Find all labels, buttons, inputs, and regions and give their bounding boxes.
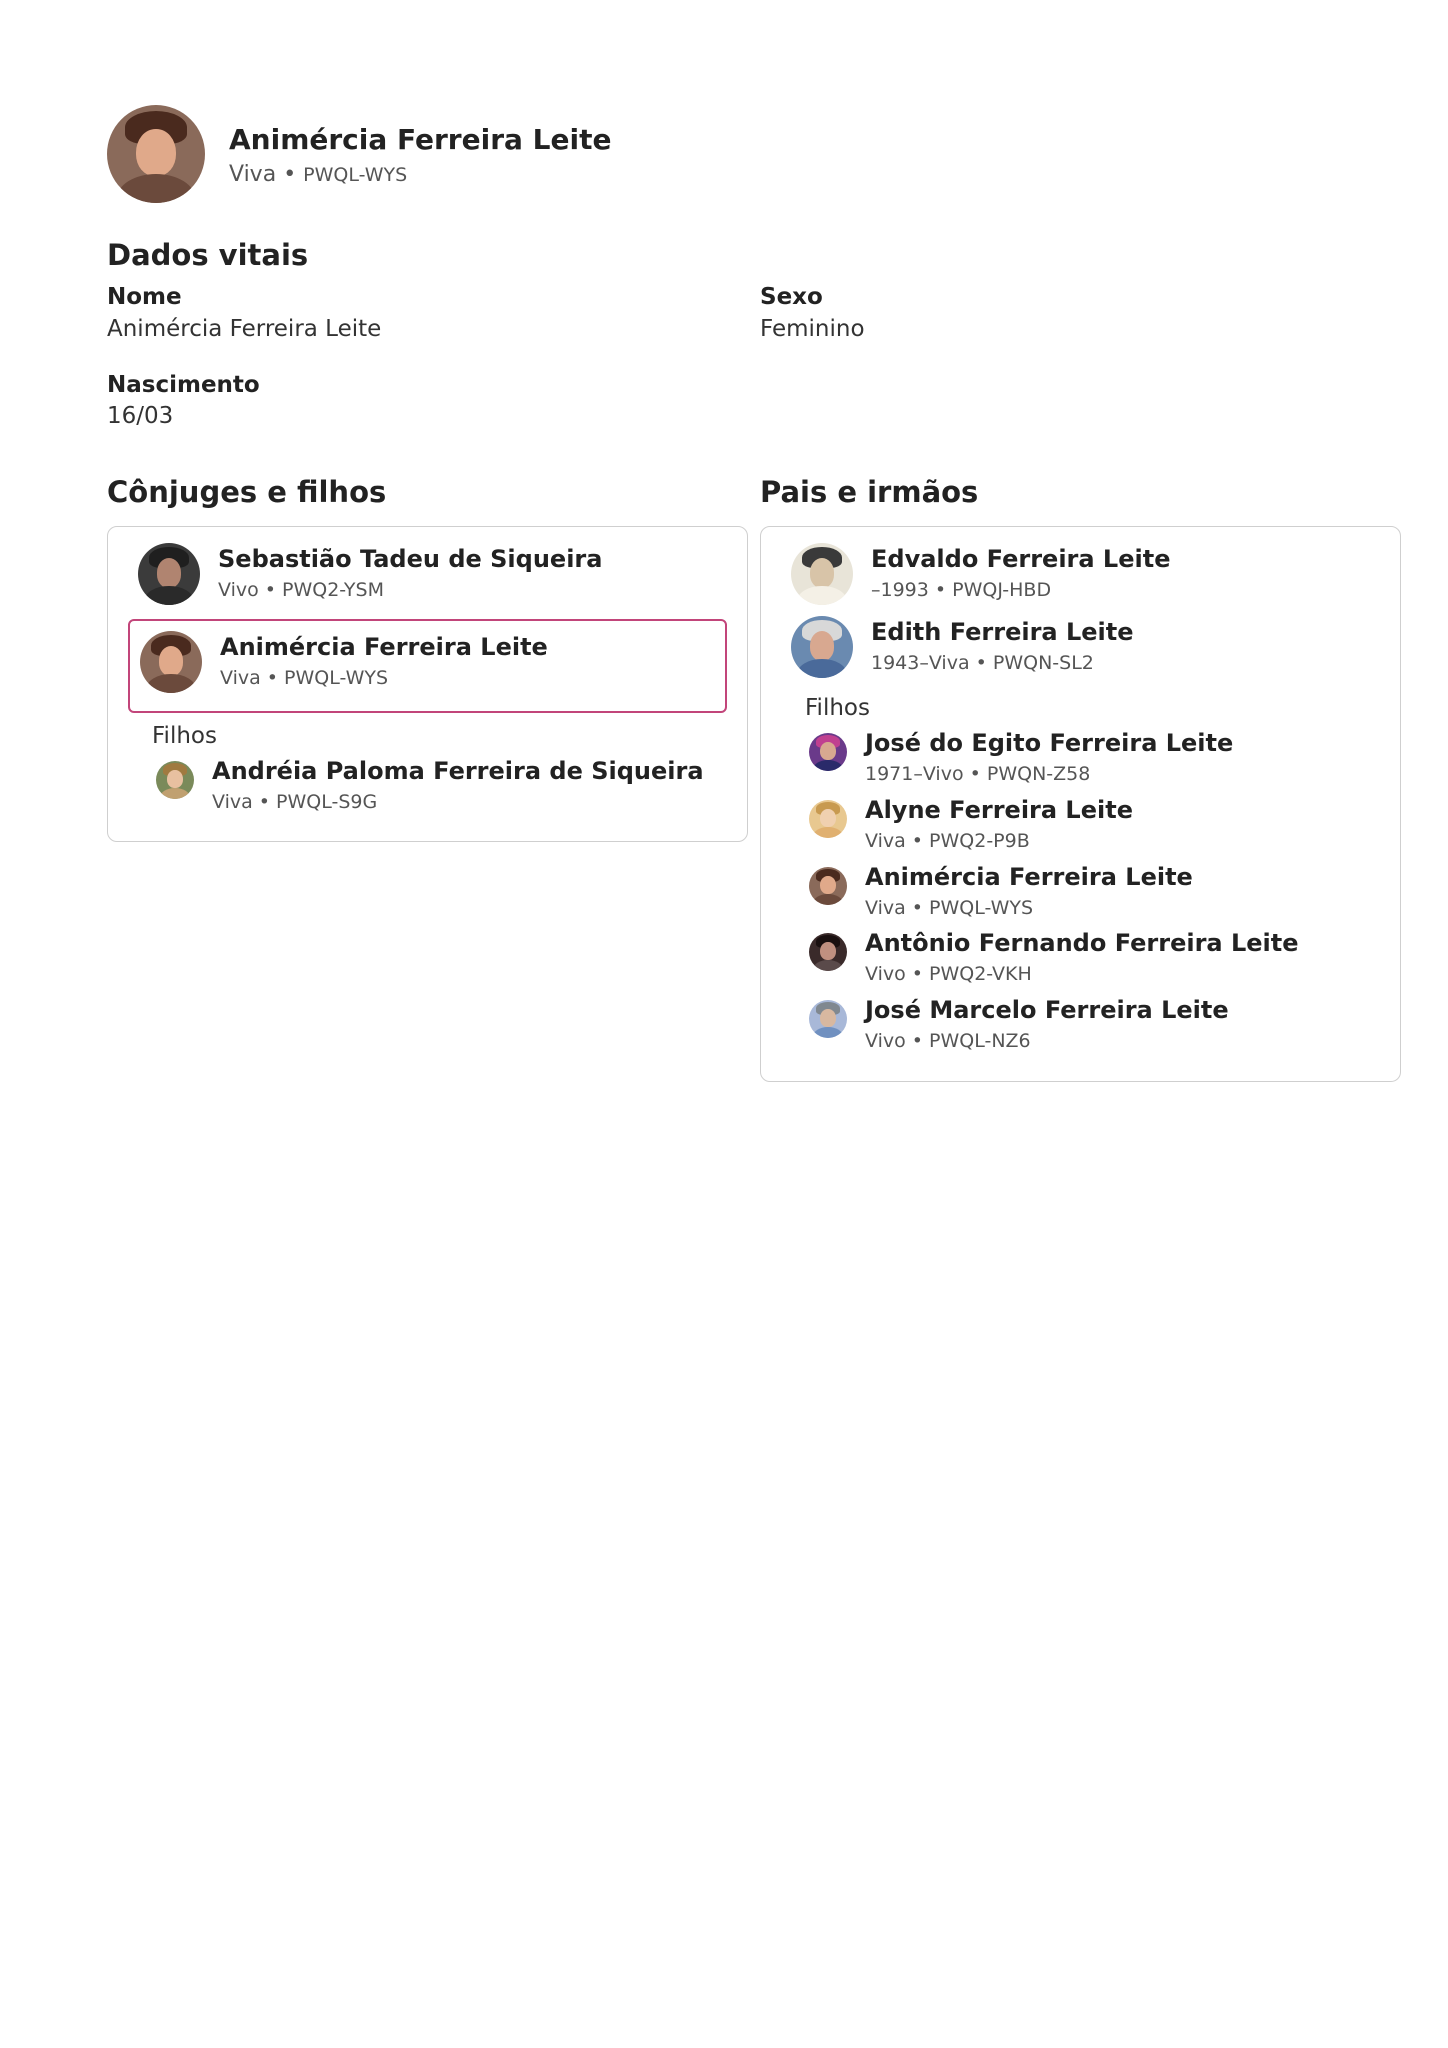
spouse-entry[interactable] bbox=[138, 543, 602, 605]
birth-value: 16/03 bbox=[107, 403, 174, 429]
person-photo-icon bbox=[791, 616, 853, 678]
children-label: Filhos bbox=[152, 723, 217, 749]
person-meta: Viva • PWQ2-P9B bbox=[865, 830, 1030, 852]
person-photo-icon bbox=[791, 543, 853, 605]
sibling-entry[interactable] bbox=[809, 861, 1193, 919]
child-entry[interactable] bbox=[156, 755, 704, 813]
person-meta: 1943–Viva • PWQN-SL2 bbox=[871, 652, 1094, 674]
person-photo-icon bbox=[809, 1000, 847, 1038]
person-name: Antônio Fernando Ferreira Leite bbox=[865, 929, 1299, 957]
person-photo-icon bbox=[140, 631, 202, 693]
person-meta: Viva • PWQL-WYS bbox=[220, 667, 389, 689]
person-name: Sebastião Tadeu de Siqueira bbox=[218, 545, 603, 573]
person-photo-icon bbox=[156, 761, 194, 799]
status-text: Viva bbox=[229, 161, 277, 187]
person-name: Alyne Ferreira Leite bbox=[865, 796, 1133, 824]
person-photo-icon bbox=[809, 800, 847, 838]
father-entry[interactable] bbox=[791, 543, 1170, 605]
person-name: Edvaldo Ferreira Leite bbox=[871, 545, 1171, 573]
person-name: José do Egito Ferreira Leite bbox=[865, 729, 1234, 757]
person-name: Edith Ferreira Leite bbox=[871, 618, 1134, 646]
person-name: José Marcelo Ferreira Leite bbox=[865, 996, 1229, 1024]
person-photo-icon bbox=[809, 867, 847, 905]
person-meta: Vivo • PWQ2-VKH bbox=[865, 963, 1032, 985]
person-id: PWQL-WYS bbox=[303, 163, 408, 186]
vitals-title: Dados vitais bbox=[107, 238, 309, 272]
sibling-entry[interactable] bbox=[809, 994, 1229, 1052]
person-status bbox=[229, 162, 611, 187]
person-header bbox=[107, 105, 611, 203]
name-value: Animércia Ferreira Leite bbox=[107, 316, 382, 342]
person-meta: –1993 • PWQJ-HBD bbox=[871, 579, 1052, 601]
person-meta: Viva • PWQL-WYS bbox=[865, 897, 1034, 919]
parents-title: Pais e irmãos bbox=[760, 475, 979, 509]
person-photo-icon bbox=[809, 933, 847, 971]
spouses-card bbox=[107, 526, 748, 842]
person-photo-icon bbox=[138, 543, 200, 605]
page-title: Animércia Ferreira Leite bbox=[229, 122, 612, 156]
self-entry[interactable] bbox=[140, 631, 548, 693]
person-photo-icon bbox=[107, 105, 205, 203]
spouses-title: Cônjuges e filhos bbox=[107, 475, 387, 509]
parents-card bbox=[760, 526, 1401, 1082]
name-label: Nome bbox=[107, 284, 182, 310]
person-name: Animércia Ferreira Leite bbox=[220, 633, 548, 661]
person-meta: Vivo • PWQ2-YSM bbox=[218, 579, 384, 601]
sex-label: Sexo bbox=[760, 284, 823, 310]
children-label: Filhos bbox=[805, 695, 870, 721]
sibling-entry[interactable] bbox=[809, 727, 1233, 785]
person-photo-icon bbox=[809, 733, 847, 771]
person-meta: Viva • PWQL-S9G bbox=[212, 791, 378, 813]
person-meta: Vivo • PWQL-NZ6 bbox=[865, 1030, 1031, 1052]
person-name: Animércia Ferreira Leite bbox=[865, 863, 1193, 891]
sibling-entry[interactable] bbox=[809, 794, 1133, 852]
person-meta: 1971–Vivo • PWQN-Z58 bbox=[865, 763, 1091, 785]
sex-value: Feminino bbox=[760, 316, 865, 342]
mother-entry[interactable] bbox=[791, 616, 1134, 678]
sibling-entry[interactable] bbox=[809, 927, 1299, 985]
person-name: Andréia Paloma Ferreira de Siqueira bbox=[212, 757, 704, 785]
separator: • bbox=[283, 161, 297, 187]
birth-label: Nascimento bbox=[107, 372, 260, 398]
